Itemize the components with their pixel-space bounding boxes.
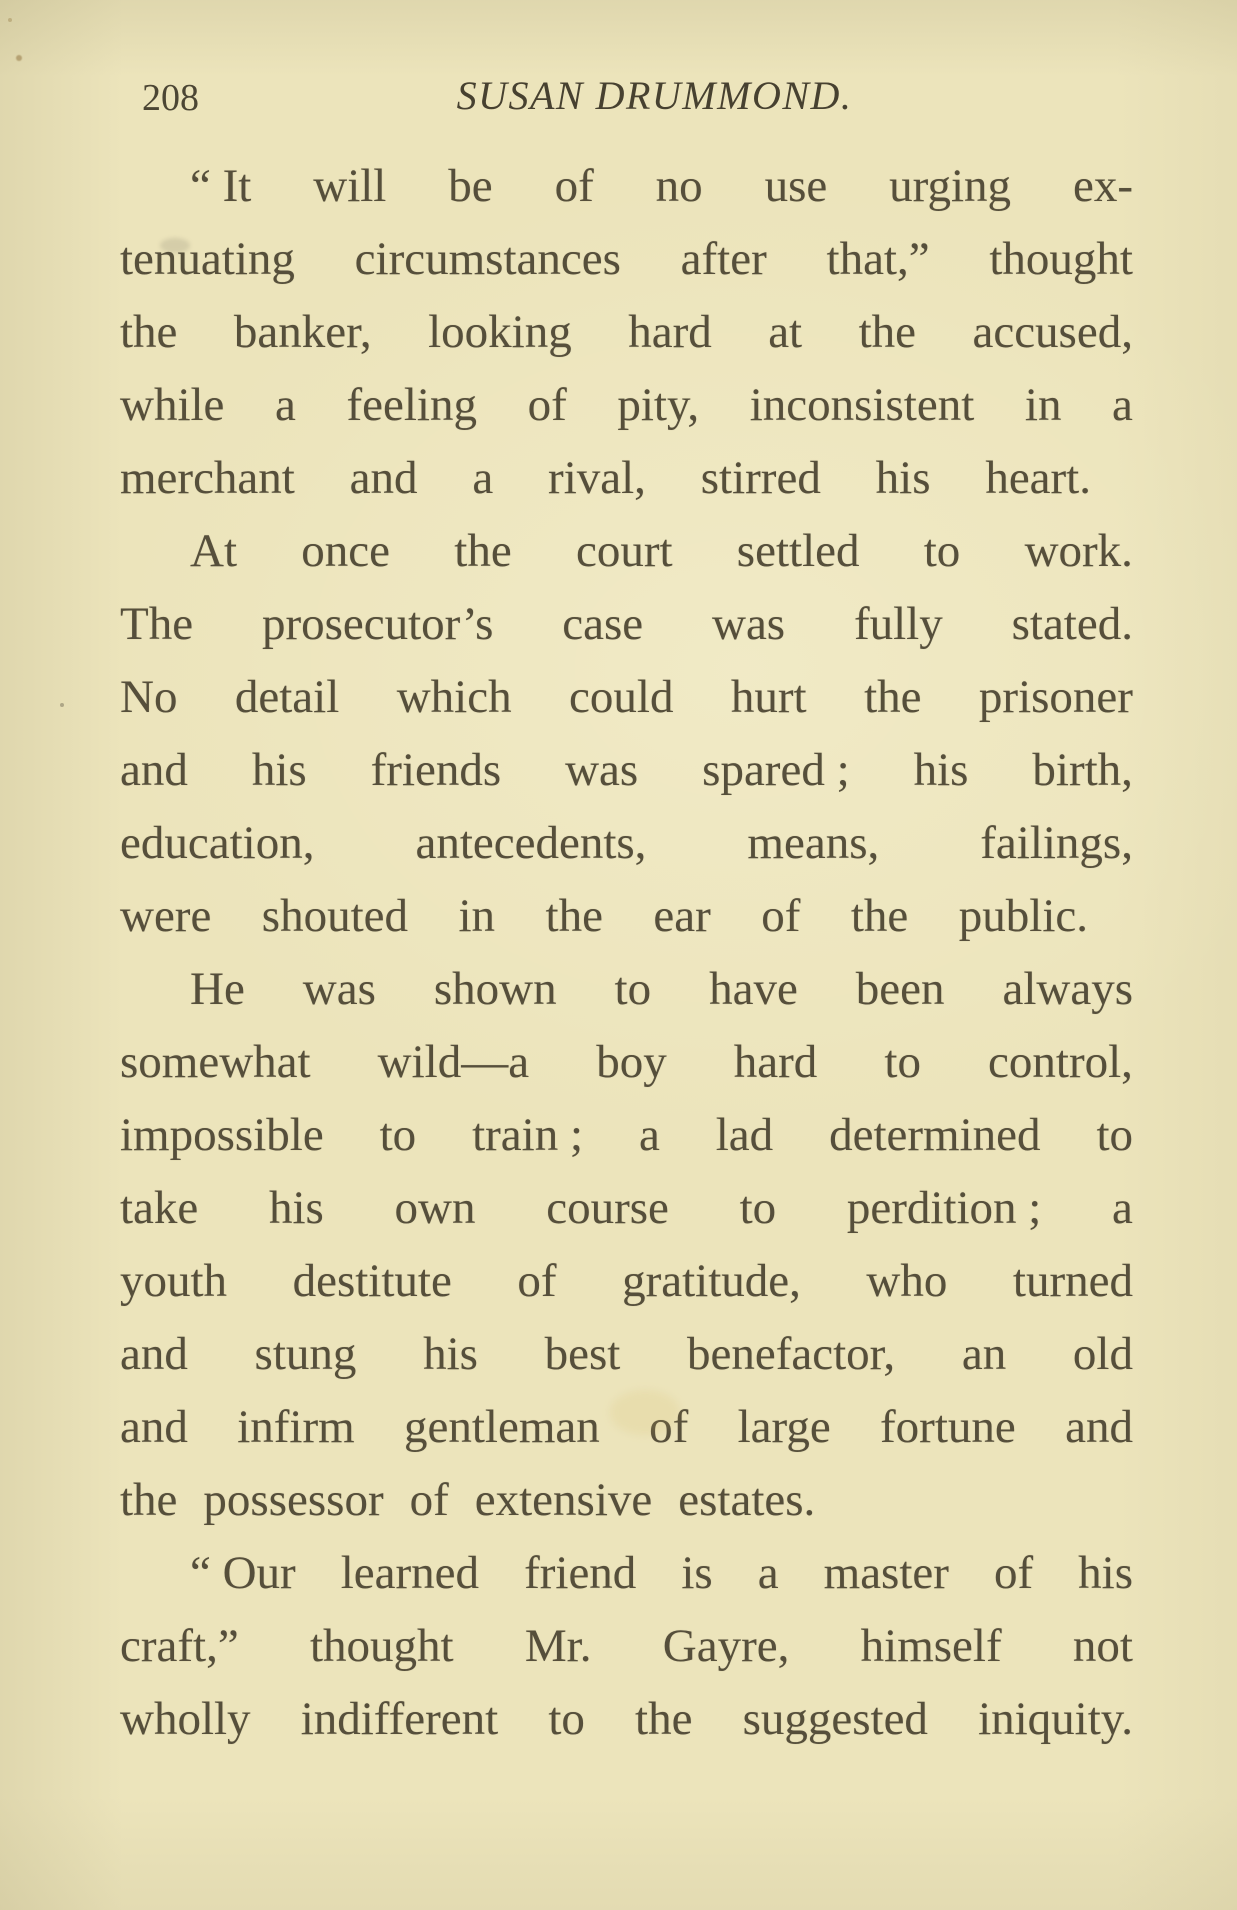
text-line [120, 1172, 1133, 1245]
text-line [120, 588, 1133, 661]
word: gratitude, [622, 1255, 801, 1307]
word: destitute [292, 1255, 452, 1307]
word: was [712, 598, 786, 650]
word: been [855, 963, 945, 1015]
word: birth, [1032, 744, 1133, 796]
word: in [1024, 379, 1062, 431]
text-line [120, 807, 1133, 880]
word: not [1072, 1620, 1133, 1672]
word: always [1002, 963, 1133, 1015]
word: control, [988, 1036, 1133, 1088]
word: public. [958, 890, 1088, 942]
word: of [649, 1401, 689, 1453]
text-line [120, 1683, 1133, 1756]
page-body [120, 150, 1133, 1756]
word: iniquity. [978, 1693, 1133, 1745]
word: and [1065, 1401, 1133, 1453]
text-line [120, 953, 1133, 1026]
text-line [120, 1464, 1133, 1537]
word: and [349, 452, 418, 504]
text-line [120, 1318, 1133, 1391]
word: education, [120, 817, 315, 869]
word: his [875, 452, 931, 504]
word: hurt [730, 671, 807, 723]
word: his [251, 744, 307, 796]
text-line [120, 1026, 1133, 1099]
word: boy [596, 1036, 667, 1088]
text-line [120, 515, 1133, 588]
text-line [120, 1537, 1133, 1610]
paper-speck [8, 18, 12, 22]
word: while [120, 379, 225, 431]
word: detail [234, 671, 340, 723]
word: pity, [617, 379, 700, 431]
word: youth [120, 1255, 228, 1307]
word: a [1112, 379, 1133, 431]
word: was [302, 963, 376, 1015]
word: and [120, 1401, 188, 1453]
word: of [761, 890, 801, 942]
word: could [569, 671, 674, 723]
word: At [190, 525, 237, 577]
word: his [913, 744, 969, 796]
word: friend [524, 1547, 637, 1599]
word: which [396, 671, 512, 723]
word: infirm [237, 1401, 355, 1453]
word: craft,” [120, 1620, 239, 1672]
word: court [575, 525, 673, 577]
word: to [739, 1182, 777, 1234]
word: use [764, 160, 828, 212]
word: Gayre, [662, 1620, 790, 1672]
word: learned [340, 1547, 480, 1599]
word: hard [733, 1036, 818, 1088]
word: accused, [972, 306, 1133, 358]
word: hard [628, 306, 712, 358]
text-line [120, 369, 1133, 442]
word: the [858, 306, 916, 358]
word: a [472, 452, 494, 504]
word: ear [653, 890, 711, 942]
word: circumstances [354, 233, 621, 285]
word: case [562, 598, 644, 650]
word: prisoner [978, 671, 1133, 723]
word: thought [309, 1620, 454, 1672]
word: gentleman [404, 1401, 600, 1453]
word: large [737, 1401, 831, 1453]
text-line [120, 296, 1133, 369]
word: of [554, 160, 594, 212]
word: take [120, 1182, 199, 1234]
text-line [120, 661, 1133, 734]
word: a [1112, 1182, 1133, 1234]
word: The [120, 598, 194, 650]
word: a [638, 1109, 660, 1161]
word: old [1072, 1328, 1133, 1380]
word: shown [433, 963, 557, 1015]
word: best [544, 1328, 621, 1380]
word: to [548, 1693, 585, 1745]
word: extensive [474, 1474, 653, 1526]
word: somewhat [120, 1036, 311, 1088]
word: his [268, 1182, 324, 1234]
word: to [884, 1036, 921, 1088]
word: No [120, 671, 178, 723]
word: after [680, 233, 767, 285]
word: the [545, 890, 603, 942]
word: impossible [120, 1109, 324, 1161]
word: spared ; [702, 744, 850, 796]
word: was [565, 744, 639, 796]
word: master [823, 1547, 949, 1599]
word: “ Our [190, 1547, 296, 1599]
word: the [454, 525, 512, 577]
word: to [614, 963, 652, 1015]
page-header [120, 72, 1133, 122]
word: course [546, 1182, 669, 1234]
text-line [120, 150, 1133, 223]
word: ex- [1072, 160, 1133, 212]
word: perdition ; [846, 1182, 1042, 1234]
word: merchant [120, 452, 295, 504]
word: stated. [1011, 598, 1133, 650]
word: thought [989, 233, 1133, 285]
word: the [120, 1474, 178, 1526]
word: an [961, 1328, 1007, 1380]
word: friends [370, 744, 502, 796]
word: is [681, 1547, 713, 1599]
word: determined [829, 1109, 1041, 1161]
word: his [1078, 1547, 1133, 1599]
word: in [458, 890, 496, 942]
word: who [866, 1255, 948, 1307]
word: to [923, 525, 961, 577]
word: will [313, 160, 387, 212]
text-line [120, 734, 1133, 807]
text-line [120, 442, 1133, 515]
word: and [120, 1328, 188, 1380]
word: be [448, 160, 493, 212]
word: heart. [985, 452, 1091, 504]
text-line [120, 880, 1133, 953]
word: wild—a [377, 1036, 530, 1088]
paper-speck [16, 55, 22, 61]
word: feeling [346, 379, 477, 431]
running-title: SUSAN DRUMMOND. [456, 73, 853, 118]
word: and [120, 744, 188, 796]
word: turned [1012, 1255, 1133, 1307]
word: the [120, 306, 178, 358]
word: looking [428, 306, 572, 358]
word: Mr. [524, 1620, 592, 1672]
word: urging [889, 160, 1012, 212]
word: his [423, 1328, 478, 1380]
word: no [655, 160, 703, 212]
word: “ It [190, 160, 252, 212]
word: of [527, 379, 567, 431]
word: stung [254, 1328, 357, 1380]
word: antecedents, [415, 817, 647, 869]
text-line [120, 223, 1133, 296]
text-line [120, 1245, 1133, 1318]
word: possessor [203, 1474, 384, 1526]
word: tenuating [120, 233, 295, 285]
word: wholly [120, 1693, 251, 1745]
word: estates. [678, 1474, 816, 1526]
word: were [120, 890, 212, 942]
word: to [379, 1109, 417, 1161]
word: that,” [826, 233, 930, 285]
page-number: 208 [142, 77, 199, 119]
word: indifferent [300, 1693, 499, 1745]
word: own [394, 1182, 476, 1234]
word: prosecutor’s [261, 598, 494, 650]
word: of [409, 1474, 449, 1526]
word: failings, [980, 817, 1133, 869]
word: the [635, 1693, 693, 1745]
word: suggested [742, 1693, 928, 1745]
word: banker, [233, 306, 372, 358]
word: once [301, 525, 390, 577]
word: fully [853, 598, 943, 650]
paper-speck [60, 703, 64, 707]
word: at [768, 306, 803, 358]
word: rival, [548, 452, 646, 504]
word: shouted [261, 890, 409, 942]
word: a [275, 379, 296, 431]
word: He [190, 963, 245, 1015]
word: benefactor, [687, 1328, 896, 1380]
text-line [120, 1610, 1133, 1683]
word: himself [860, 1620, 1002, 1672]
word: stirred [700, 452, 821, 504]
word: to [1096, 1109, 1133, 1161]
word: the [864, 671, 922, 723]
word: fortune [880, 1401, 1016, 1453]
word: a [757, 1547, 779, 1599]
word: the [850, 890, 909, 942]
word: settled [736, 525, 860, 577]
word: of [993, 1547, 1034, 1599]
word: train ; [472, 1109, 584, 1161]
word: lad [715, 1109, 774, 1161]
word: work. [1024, 525, 1133, 577]
text-line [120, 1099, 1133, 1172]
word: of [517, 1255, 557, 1307]
word: inconsistent [749, 379, 975, 431]
text-line [120, 1391, 1133, 1464]
word: means, [747, 817, 880, 869]
word: have [709, 963, 798, 1015]
